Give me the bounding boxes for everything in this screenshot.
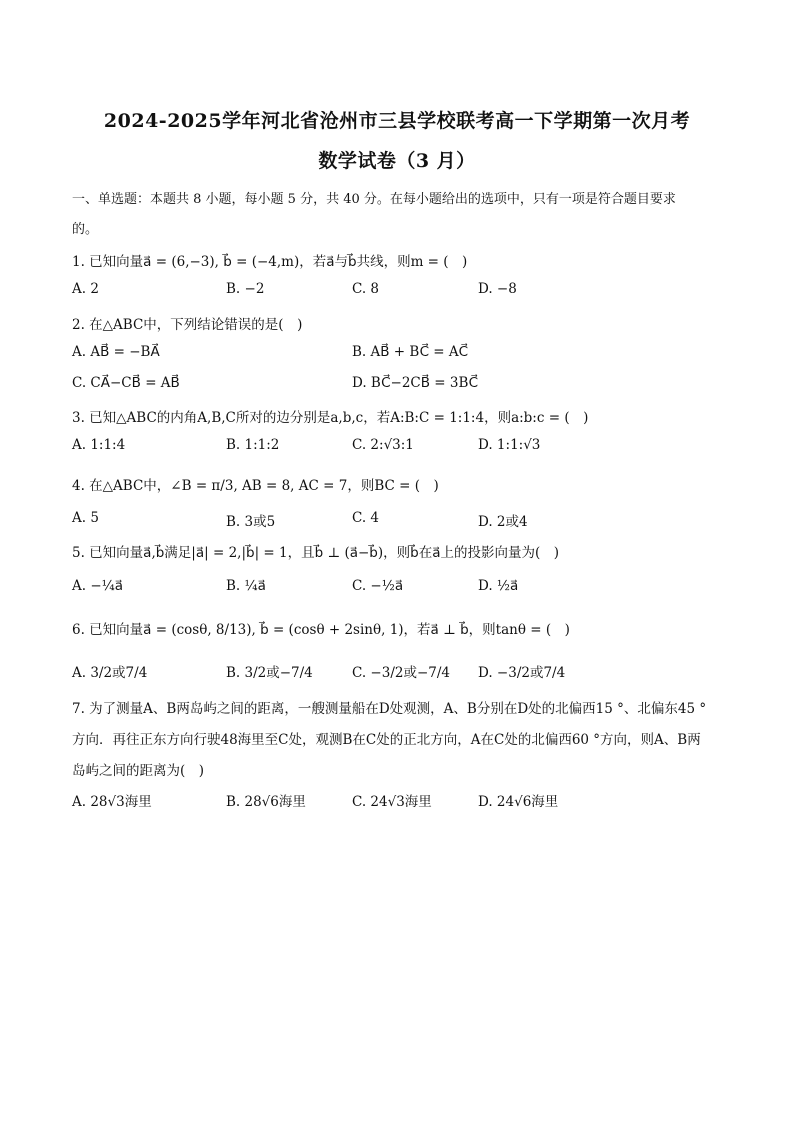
question-7-stem-line2: 方向．再往正东方向行驶48海里至C处，观测B在C处的正北方向，A在C处的北偏西60 °方向，则A、B两 — [72, 732, 701, 748]
question-2-option-d: D. BC⃗−2CB⃗ = 3BC⃗ — [352, 375, 479, 391]
question-7-option-b: B. 28√6海里 — [226, 794, 306, 810]
question-2-option-b: B. AB⃗ + BC⃗ = AC⃗ — [352, 344, 469, 360]
question-6-option-b: B. 3/2或−7/4 — [226, 665, 313, 681]
question-5-option-c: C. −½a⃗ — [352, 578, 404, 594]
question-6-option-d: D. −3/2或7/4 — [478, 665, 566, 681]
question-7-option-c: C. 24√3海里 — [352, 794, 432, 810]
question-1-option-c: C. 8 — [352, 281, 380, 297]
question-6-option-c: C. −3/2或−7/4 — [352, 665, 451, 681]
question-4-stem: 4. 在△ABC中，∠B = π/3, AB = 8, AC = 7，则BC = ( ) — [72, 478, 439, 494]
question-1-option-a: A. 2 — [72, 281, 99, 297]
question-5-option-b: B. ¼a⃗ — [226, 578, 266, 594]
question-5-option-a: A. −¼a⃗ — [72, 578, 124, 594]
question-5-option-d: D. ½a⃗ — [478, 578, 519, 594]
question-3-stem: 3. 已知△ABC的内角A,B,C所对的边分别是a,b,c，若A:B:C = 1:1:4，则a:b:c = ( ) — [72, 410, 589, 426]
question-3-option-c: C. 2:√3:1 — [352, 437, 414, 453]
question-5-stem: 5. 已知向量a⃗,b⃗满足|a⃗| = 2,|b⃗| = 1，且b⃗ ⊥ (a⃗−b⃗)，则b⃗在a⃗上的投影向量为( ) — [72, 545, 560, 561]
question-2-option-c: C. CA⃗−CB⃗ = AB⃗ — [72, 375, 180, 391]
section-instructions-line1: 一、单选题：本题共 8 小题，每小题 5 分，共 40 分。在每小题给出的选项中，只有一项是符合题目要求 — [72, 192, 676, 207]
question-2-stem: 2. 在△ABC中，下列结论错误的是( ) — [72, 317, 303, 333]
question-3-option-a: A. 1:1:4 — [72, 437, 126, 453]
question-7-option-d: D. 24√6海里 — [478, 794, 559, 810]
question-7-option-a: A. 28√3海里 — [72, 794, 152, 810]
section-instructions-line2: 的。 — [72, 222, 99, 237]
question-7-stem-line1: 7. 为了测量A、B两岛屿之间的距离，一艘测量船在D处观测，A、B分别在D处的北偏西15 °、北偏东45 ° — [72, 701, 707, 717]
question-3-option-b: B. 1:1:2 — [226, 437, 280, 453]
question-1-option-d: D. −8 — [478, 281, 517, 297]
question-4-option-a: A. 5 — [72, 510, 99, 526]
question-6-stem: 6. 已知向量a⃗ = (cosθ, 8/13), b⃗ = (cosθ + 2sinθ, 1)，若a⃗ ⊥ b⃗，则tanθ = ( ) — [72, 622, 570, 638]
question-1-stem: 1. 已知向量a⃗ = (6,−3), b⃗ = (−4,m)，若a⃗与b⃗共线，则m = ( ) — [72, 254, 468, 270]
question-6-option-a: A. 3/2或7/4 — [72, 665, 148, 681]
question-3-option-d: D. 1:1:√3 — [478, 437, 541, 453]
exam-title-line2: 数学试卷（3 月） — [318, 150, 476, 172]
exam-title-line1: 2024-2025学年河北省沧州市三县学校联考高一下学期第一次月考 — [103, 110, 691, 132]
question-4-option-c: C. 4 — [352, 510, 380, 526]
question-1-option-b: B. −2 — [226, 281, 265, 297]
question-4-option-b: B. 3或5 — [226, 514, 276, 530]
question-4-option-d: D. 2或4 — [478, 514, 528, 530]
question-2-option-a: A. AB⃗ = −BA⃗ — [72, 344, 160, 360]
question-7-stem-line3: 岛屿之间的距离为( ) — [72, 763, 205, 779]
